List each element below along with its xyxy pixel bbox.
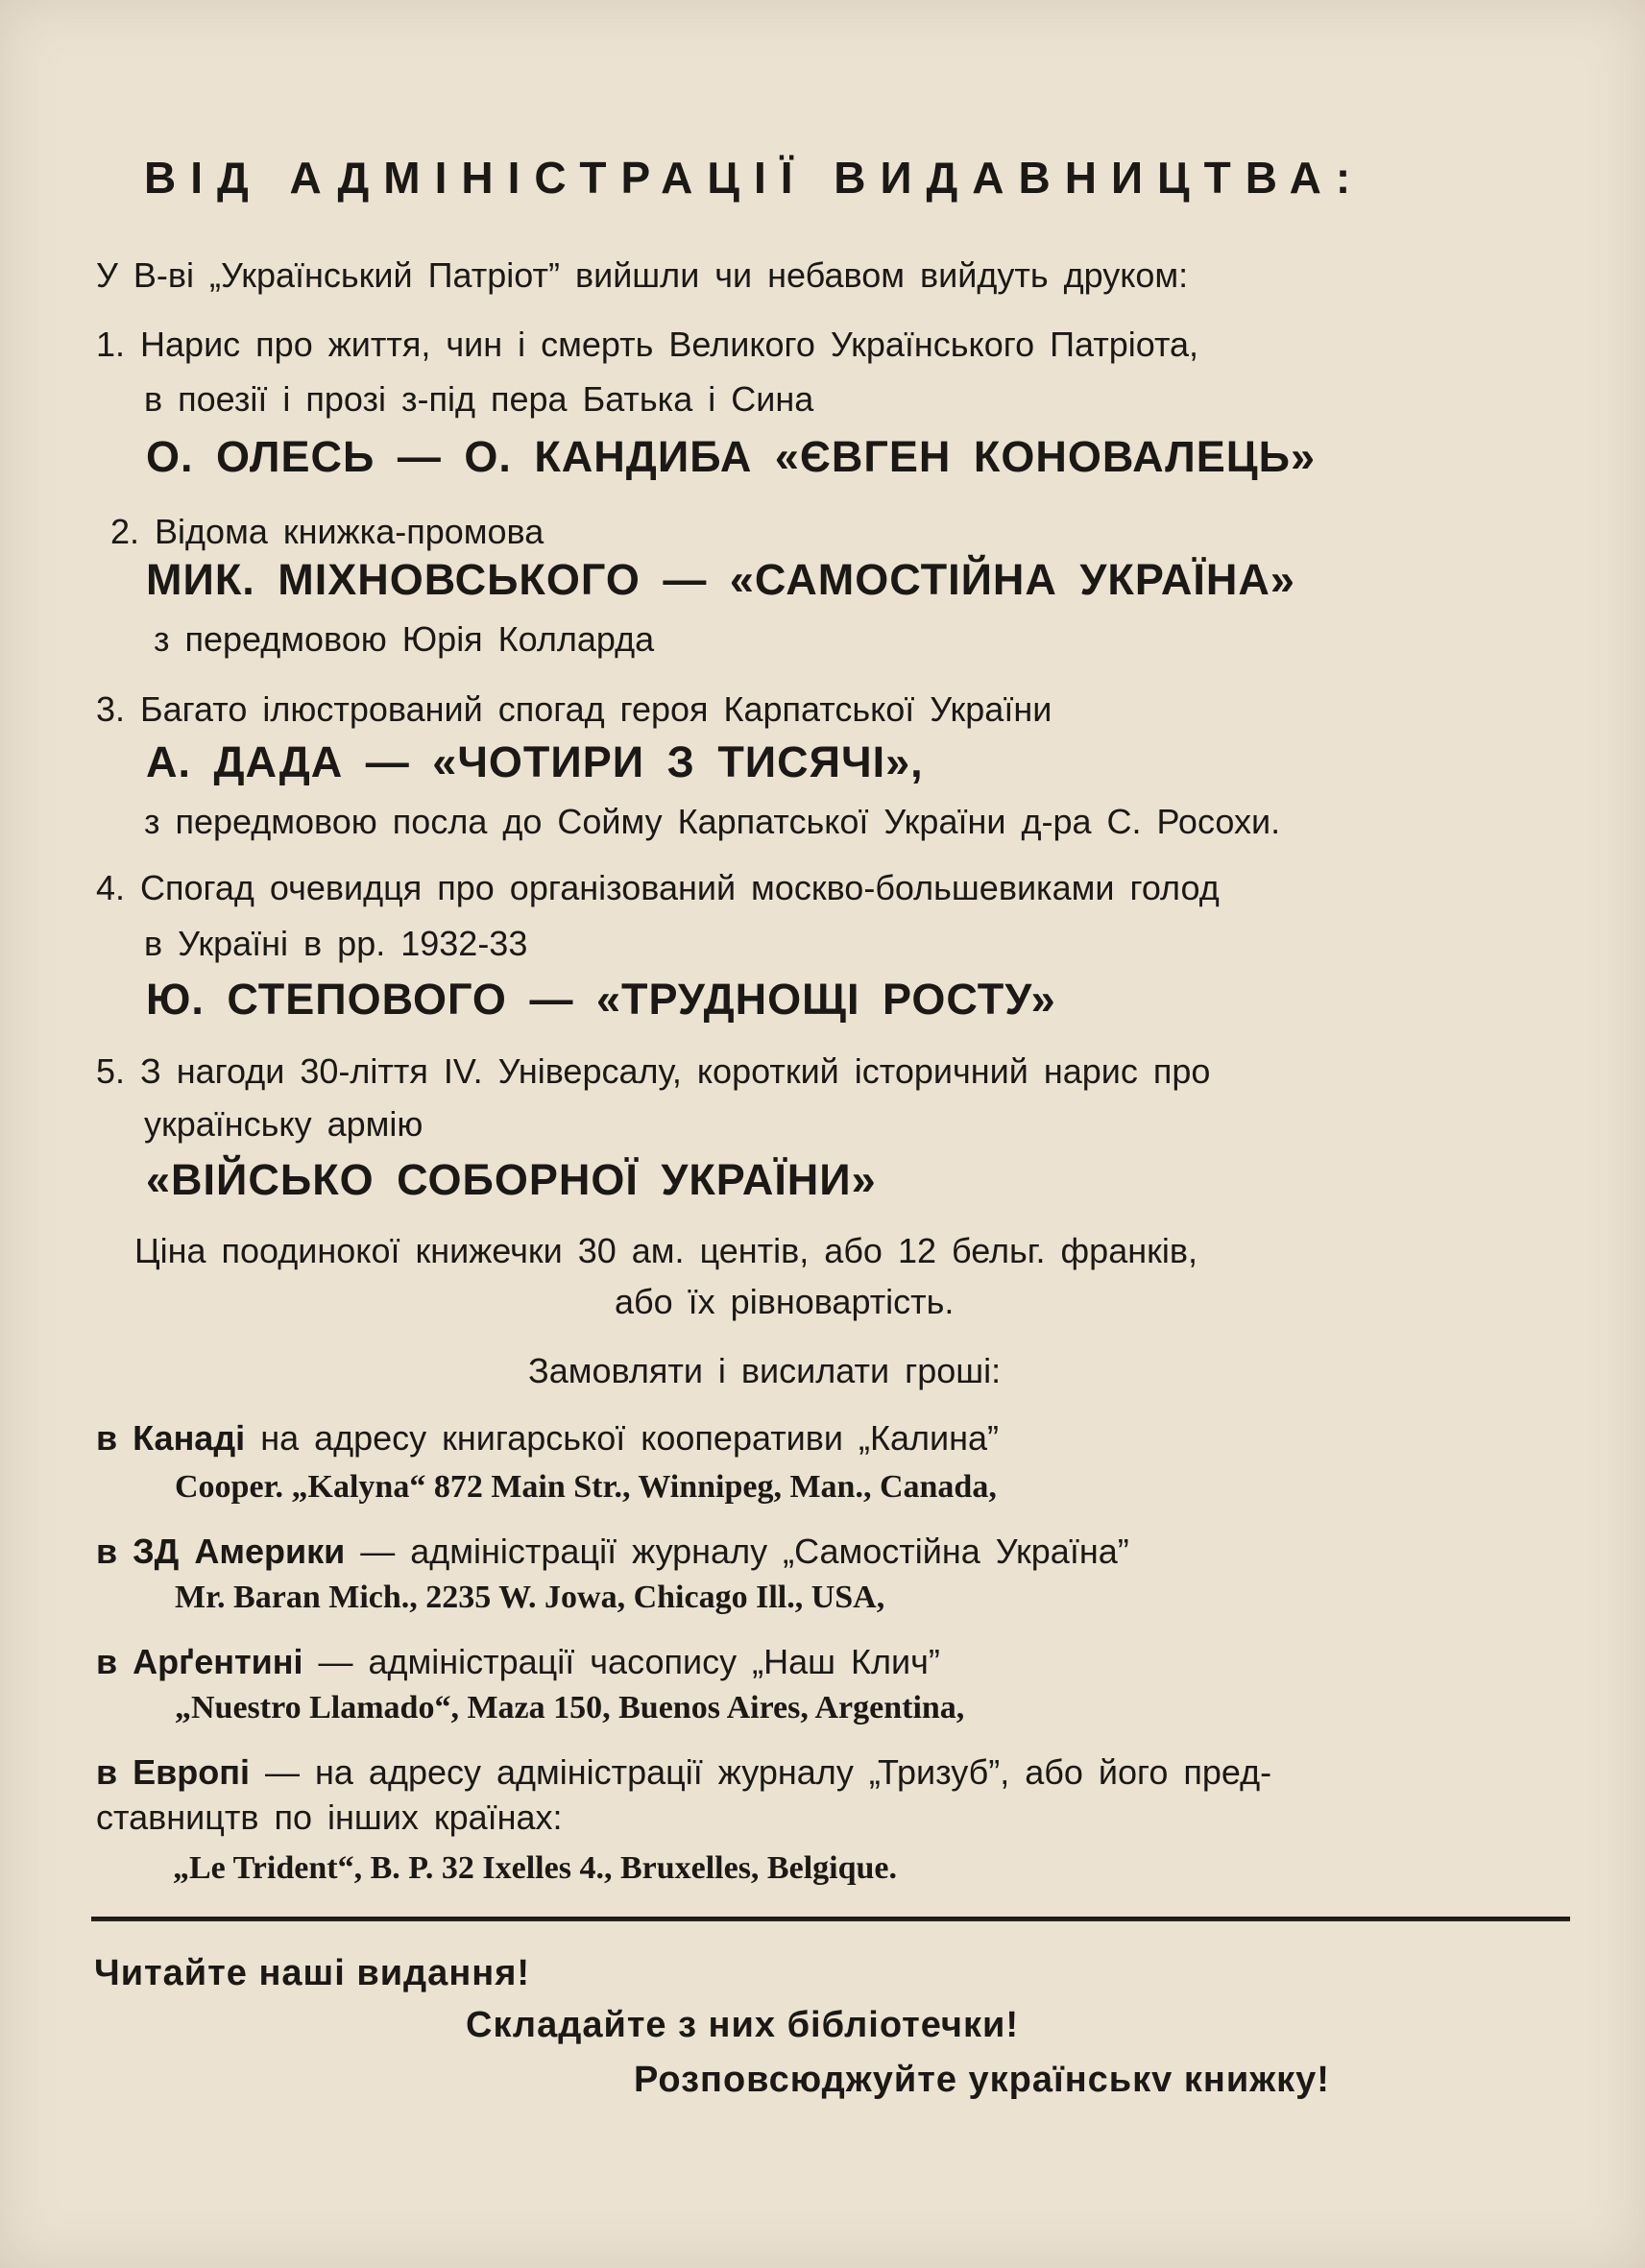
slogan-3: Розповсюджуйте українськv книжку! [634, 2060, 1330, 2100]
item-4-line-2: в Україні в рр. 1932-33 [144, 924, 528, 963]
item-2-title: МИК. МІХНОВСЬКОГО — «САМОСТІЙНА УКРАЇНА» [146, 555, 1295, 604]
item-3-title: А. ДАДА — «ЧОТИРИ З ТИСЯЧІ», [146, 737, 924, 786]
address-canada-region: в Канаді [96, 1418, 246, 1458]
price-line-2: або їх рівновартість. [615, 1282, 955, 1321]
address-canada-text: на адресу книгарської кооперативи „Калина” [245, 1418, 1000, 1458]
page-heading: ВІД АДМІНІСТРАЦІЇ ВИДАВНИЦТВА: [144, 153, 1366, 203]
address-canada-postal: Cooper. „Kalyna“ 872 Main Str., Winnipeg, Man., Canada, [175, 1469, 997, 1505]
item-4-title: Ю. СТЕПОВОГО — «ТРУДНОЩІ РОСТУ» [146, 975, 1056, 1024]
address-argentina-line [96, 1642, 940, 1682]
item-2-line-1: 2. Відома книжка-промова [110, 512, 544, 551]
item-2-note: з передмовою Юрія Колларда [154, 619, 655, 659]
item-1-line-2: в поезії і прозі з-під пера Батька і Сина [144, 379, 814, 419]
item-4-line-1: 4. Спогад очевидця про організований москво-большевиками голод [96, 868, 1220, 907]
item-3-note: з передмовою посла до Сойму Карпатської України д-ра С. Росохи. [144, 802, 1281, 841]
slogan-2: Складайте з них бібліотечки! [466, 2005, 1019, 2045]
item-1-line-1: 1. Нарис про життя, чин і смерть Великого Українського Патріота, [96, 325, 1199, 364]
item-5-line-1: 5. З нагоди 30-ліття IV. Універсалу, короткий історичний нарис про [96, 1051, 1211, 1091]
address-argentina-text: — адміністрації часопису „Наш Клич” [302, 1642, 940, 1681]
item-5-line-2: українську армію [144, 1104, 423, 1144]
item-5-title: «ВІЙСЬКО СОБОРНОЇ УКРАЇНИ» [146, 1155, 877, 1204]
address-usa-line [96, 1532, 1129, 1572]
address-argentina-postal: „Nuestro Llamado“, Maza 150, Buenos Aires, Argentina, [175, 1690, 965, 1725]
slogan-1: Читайте наші видання! [94, 1953, 531, 1993]
address-usa-region: в ЗД Америки [96, 1532, 346, 1571]
address-europe-cont: ставництв по інших країнах: [96, 1798, 563, 1837]
item-3-line-1: 3. Багато ілюстрований спогад героя Карпатської України [96, 689, 1052, 729]
address-usa-text: — адміністрації журналу „Самостійна Україна” [345, 1532, 1129, 1571]
address-europe-line [96, 1752, 1271, 1793]
address-europe-region: в Европі [96, 1752, 251, 1792]
address-canada-line [96, 1418, 999, 1459]
price-line-1: Ціна поодинокої книжечки 30 ам. центів, або 12 бельг. франків, [134, 1231, 1197, 1270]
address-europe-postal: „Le Trident“, B. P. 32 Ixelles 4., Bruxelles, Belgique. [173, 1850, 897, 1886]
item-1-title: О. ОЛЕСЬ — О. КАНДИБА «ЄВГЕН КОНОВАЛЕЦЬ» [146, 432, 1316, 481]
order-heading: Замовляти і висилати гроші: [528, 1351, 1002, 1390]
intro-text: У В-ві „Український Патріот” вийшли чи небавом вийдуть друком: [96, 255, 1189, 295]
address-europe-text: — на адресу адміністрації журналу „Тризуб”, або його пред- [250, 1752, 1272, 1792]
address-argentina-region: в Арґентині [96, 1642, 303, 1681]
address-usa-postal: Mr. Baran Mich., 2235 W. Jowa, Chicago Ill., USA, [175, 1580, 885, 1615]
divider-rule [91, 1917, 1570, 1921]
